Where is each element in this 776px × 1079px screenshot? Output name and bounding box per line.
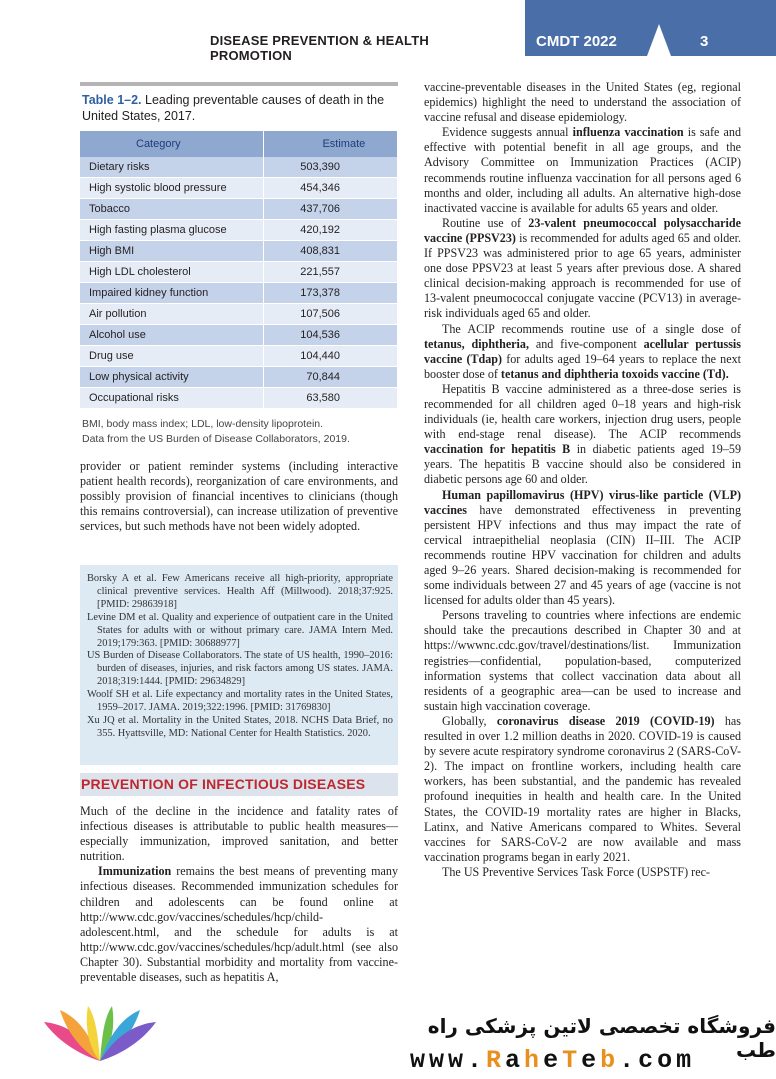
store-url (410, 1046, 695, 1075)
right-para-0: vaccine-preventable diseases in the United States (eg, regional epidemics) highlight the need to understand the association of vaccine refusal and disease epidemiology. (424, 80, 741, 125)
table-body (80, 157, 398, 409)
cell-estimate: 420,192 (264, 220, 398, 241)
text-run: and five-component (528, 336, 644, 351)
text-run: Globally, (442, 713, 497, 728)
reference-item: Xu JQ et al. Mortality in the United States, 2018. NCHS Data Brief, no 355. Hyattsville, MD: National Center for Health Statistics. 2020. (87, 714, 393, 739)
text-run: have demonstrated effectiveness in preventing persistent HPV infections and thus may impact the rate of cervical intraepithelial neoplasia (CIN) II–III. The ACIP recommends routine HPV vaccination for children and adults aged 9–26 years. Shared decision-making is recommended for some individuals between 27 and 45 years of age (vaccine is not licensed for adults older than 45 years). (424, 502, 741, 608)
text-run: has resulted in over 1.2 million deaths in 2020. COVID-19 is caused by severe acute respiratory syndrome coronavirus 2 (SARS-CoV-2). The impact on frontline workers, including health care workers, has been substantial, and the pandemic has revealed profound inequities in health and health care. In the United States, the COVID-19 mortality rates are higher in Blacks, Latinx, and Native Americans compared to Whites. Several vaccines for SARS-CoV-2 are now available and mass vaccination programs began in early 2021. (424, 713, 742, 864)
hpv-para (424, 488, 741, 609)
col-category: Category (80, 131, 264, 157)
term-hpv: Human papillomavirus (HPV) virus-like particle (VLP) vaccines (424, 487, 741, 517)
url-part: b (600, 1046, 620, 1075)
pneumococcal-para (424, 216, 741, 322)
reference-item: Borsky A et al. Few Americans receive all high-priority, appropriate clinical preventive services. Health Aff (Millwood). 2018;37:925. [PMID: 29863918] (87, 573, 393, 610)
url-part: www. (410, 1046, 487, 1075)
cell-category: Dietary risks (80, 157, 264, 178)
reference-item: Woolf SH et al. Life expectancy and mortality rates in the United States, 1959–2017. JAMA. 2019;322:1996. [PMID: 31769830] (87, 689, 393, 714)
table-row (80, 304, 398, 325)
cell-estimate: 221,557 (264, 262, 398, 283)
references-list (87, 573, 393, 741)
immunization-text: remains the best means of preventing many infectious diseases. Recommended immunization schedules for children and adolescents can be found online at http://www.cdc.gov/vaccines/schedules/hcp/child-adolescent.html, and the schedule for adults is at http://www.cdc.gov/vaccines/schedules/hcp/adult.html (see also Chapter 30). Substantial morbidity and mortality from vaccine-preventable diseases, such as hepatitis A, (80, 864, 398, 985)
term-immunization: Immunization (98, 864, 172, 879)
cell-estimate: 104,440 (264, 346, 398, 367)
table-row (80, 199, 398, 220)
tdap-para (424, 322, 741, 382)
table-block (80, 82, 398, 447)
term-tdap: acellular pertussis vaccine (Tdap) (424, 336, 741, 366)
term-tetanus: tetanus, diphtheria, (424, 336, 529, 351)
text-run: Evidence suggests annual (442, 125, 573, 140)
term-ppsv23: 23-valent pneumococcal polysaccharide vaccine (PPSV23) (424, 215, 742, 245)
cell-category: High fasting plasma glucose (80, 220, 264, 241)
left-bottom-text (80, 804, 398, 985)
cell-category: Impaired kidney function (80, 283, 264, 304)
page-number: 3 (700, 33, 709, 50)
hepatitis-b-para (424, 382, 741, 488)
table-row (80, 388, 398, 409)
cell-category: High BMI (80, 241, 264, 262)
table-row (80, 262, 398, 283)
section-heading: PREVENTION OF INFECTIOUS DISEASES (81, 776, 366, 792)
table-note-source: Data from the US Burden of Disease Collaborators, 2019. (82, 433, 350, 445)
table-caption (82, 92, 398, 124)
cell-estimate: 408,831 (264, 241, 398, 262)
text-run: is safe and effective with potential benefit in all age groups, and the Advisory Committee on Immunization Practices (ACIP) recommends routine influenza vaccination for all persons aged 6 months and older, including all adults. An alternative high-dose inactivated vaccine is available for adults 65 years and older. (424, 125, 741, 215)
cell-category: Drug use (80, 346, 264, 367)
table-row (80, 346, 398, 367)
table-row (80, 241, 398, 262)
text-run: in diabetic patients aged 19–59 years. The hepatitis B vaccine should also be considered in diabetic persons age 60 and older. (424, 442, 741, 487)
cell-category: High LDL cholesterol (80, 262, 264, 283)
left-paragraph (80, 459, 398, 534)
url-part: .com (619, 1046, 696, 1075)
table-row (80, 157, 398, 178)
term-hepb: vaccination for hepatitis B (424, 442, 571, 457)
cell-estimate: 70,844 (264, 367, 398, 388)
table-row (80, 283, 398, 304)
reference-item: Levine DM et al. Quality and experience of outpatient care in the United States for adults with or without primary care. JAMA Intern Med. 2019;179:363. [PMID: 30688977] (87, 611, 393, 649)
cell-category: Tobacco (80, 199, 264, 220)
text-run: Hepatitis B vaccine administered as a three-dose series is recommended for all children aged 0–18 years and high-risk individuals (ie, health care workers, injection drug users, people with end-stage renal disease). The ACIP recommends (424, 381, 741, 442)
col-estimate: Estimate (264, 131, 398, 157)
cell-category: Air pollution (80, 304, 264, 325)
text-run: is recommended for adults aged 65 and older. If PPSV23 was administered prior to age 65 years, administer one dose PPSV23 at least 5 years after previous dose. A shared clinical decision-making approach is recommended for use of 13-valent pneumococcal conjugate vaccine (PCV13) in average-risk individuals aged 65 and older. (424, 230, 741, 321)
cell-estimate: 503,390 (264, 157, 398, 178)
header-notch (647, 24, 671, 56)
url-part: e (581, 1046, 601, 1075)
causes-of-death-table (80, 131, 398, 409)
covid-para (424, 714, 741, 865)
cell-estimate: 107,506 (264, 304, 398, 325)
table-row (80, 325, 398, 346)
cell-estimate: 173,378 (264, 283, 398, 304)
store-name: فروشگاه تخصصی لاتین پزشکی راه طب (427, 1014, 776, 1062)
url-part: T (562, 1046, 582, 1075)
url-part: a (505, 1046, 525, 1075)
table-top-rule (80, 82, 398, 86)
url-part: e (543, 1046, 563, 1075)
term-td: tetanus and diphtheria toxoids vaccine (Td). (500, 366, 729, 381)
text-run: The ACIP recommends routine use of a single dose of (442, 321, 741, 336)
uspstf-para: The US Preventive Services Task Force (USPSTF) rec- (442, 864, 710, 879)
table-label: Table 1–2. (82, 93, 142, 107)
cell-estimate: 63,580 (264, 388, 398, 409)
cell-category: Low physical activity (80, 367, 264, 388)
running-head: DISEASE PREVENTION & HEALTH PROMOTION (210, 33, 429, 63)
cell-estimate: 437,706 (264, 199, 398, 220)
travel-para: Persons traveling to countries where infections are endemic should take the precautions described in Chapter 30 and at https://wwwnc.cdc.gov/travel/destinations/list. Immunization registries—confidential, population-based, computerized information systems that collect vaccination data about all residents of a geographic area—can be used to increase and sustain high vaccination coverage. (424, 608, 741, 713)
left-para-1: provider or patient reminder systems (including interactive patient health records), reorganization of care environments, and possibly provision of financial incentives to clinicians (though this remains controversial), can increase utilization of preventive services, but such methods have not been widely adopted. (80, 459, 398, 534)
table-title: Leading preventable causes of death in the United States, 2017. (82, 93, 385, 123)
table-row (80, 220, 398, 241)
table-row (80, 178, 398, 199)
book-title: CMDT 2022 (536, 33, 617, 50)
influenza-para (424, 125, 741, 216)
cell-estimate: 454,346 (264, 178, 398, 199)
immunization-para (80, 864, 398, 985)
cell-estimate: 104,536 (264, 325, 398, 346)
table-notes (82, 417, 398, 447)
table-row (80, 367, 398, 388)
url-part: h (524, 1046, 544, 1075)
cell-category: High systolic blood pressure (80, 178, 264, 199)
infectious-intro: Much of the decline in the incidence and fatality rates of infectious diseases is attributable to public health measures—especially immunization, improved sanitation, and better nutrition. (80, 804, 398, 864)
url-part: R (486, 1046, 506, 1075)
right-column (424, 80, 741, 880)
cell-category: Occupational risks (80, 388, 264, 409)
text-run: Routine use of (442, 215, 529, 230)
term-influenza: influenza vaccination (572, 125, 684, 140)
table-note-abbrev: BMI, body mass index; LDL, low-density lipoprotein. (82, 418, 324, 430)
term-covid: coronavirus disease 2019 (COVID-19) (496, 713, 715, 728)
cell-category: Alcohol use (80, 325, 264, 346)
reference-item: US Burden of Disease Collaborators. The state of US health, 1990–2016: burden of diseases, injuries, and risk factors among US states. JAMA. 2018;319:1444. [PMID: 29634829] (87, 650, 393, 688)
book-fan-logo-icon (40, 1006, 160, 1066)
text-run: for adults aged 19–64 years to replace the next booster dose of (424, 351, 741, 381)
